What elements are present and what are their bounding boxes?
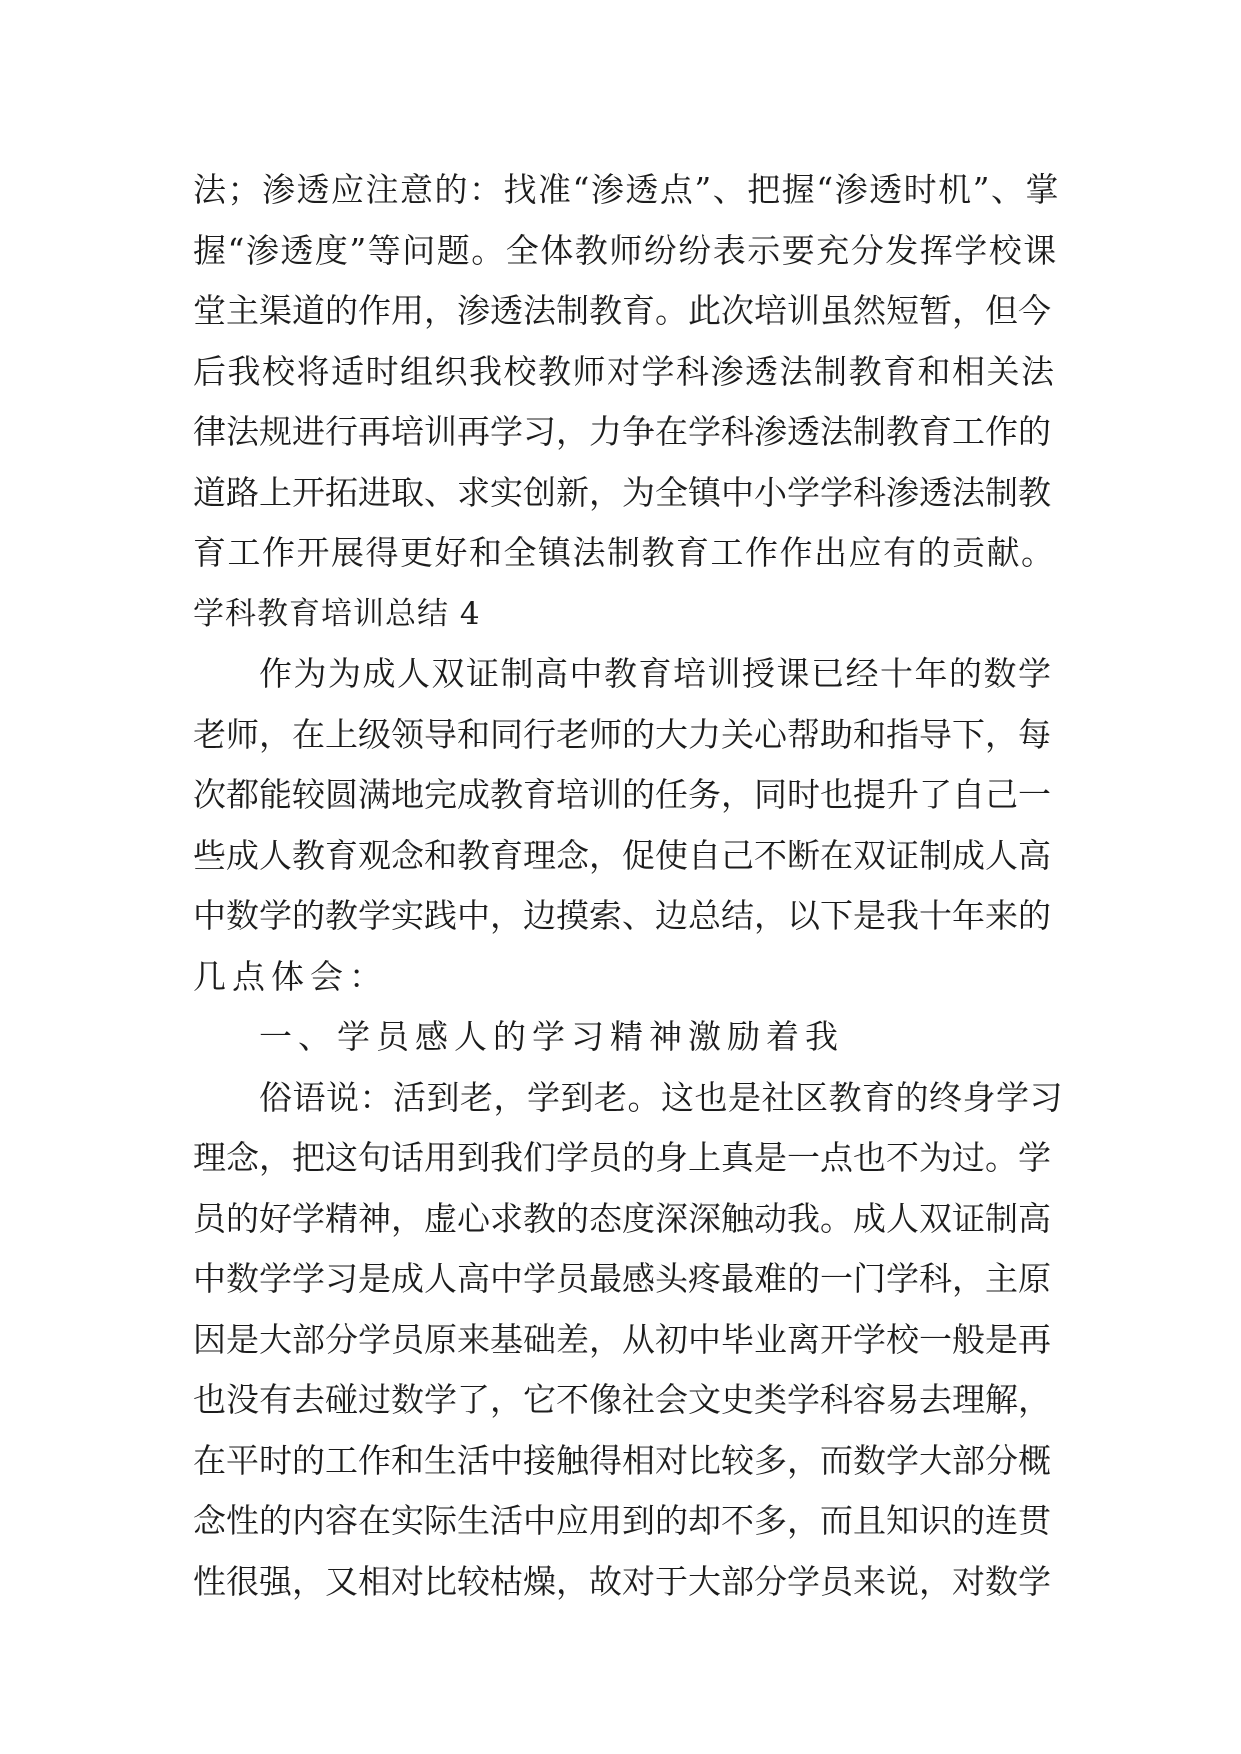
text-line: 性很强，又相对比较枯燥，故对于大部分学员来说，对数学 bbox=[193, 1561, 1051, 1601]
paragraph-first-line: 作为为成人双证制高中教育培训授课已经十年的数学 bbox=[259, 654, 1053, 693]
text-line: 育工作开展得更好和全镇法制教育工作作出应有的贡献。 bbox=[193, 533, 1056, 572]
section-title: 学科教育培训总结 4 bbox=[193, 595, 481, 632]
text-line: 律法规进行再培训再学习，力争在学科渗透法制教育工作的 bbox=[193, 412, 1051, 451]
text-line: 老师，在上级领导和同行老师的大力关心帮助和指导下，每 bbox=[193, 714, 1051, 754]
text-line: 法；渗透应注意的：找准“渗透点”、把握“渗透时机”、掌 bbox=[193, 170, 1060, 209]
text-line: 握“渗透度”等问题。全体教师纷纷表示要充分发挥学校课 bbox=[193, 230, 1058, 270]
text-line: 因是大部分学员原来基础差，从初中毕业离开学校一般是再 bbox=[193, 1319, 1051, 1359]
subheading: 一、学员感人的学习精神激励着我 bbox=[259, 1017, 844, 1056]
document-body bbox=[193, 160, 1063, 1612]
text-line: 念性的内容在实际生活中应用到的却不多，而且知识的连贯 bbox=[193, 1501, 1051, 1540]
text-line: 道路上开拓进取、求实创新，为全镇中小学学科渗透法制教 bbox=[193, 472, 1051, 512]
text-line: 员的好学精神，虚心求教的态度深深触动我。成人双证制高 bbox=[193, 1198, 1051, 1238]
text-line: 中数学学习是成人高中学员最感头疼最难的一门学科，主原 bbox=[193, 1259, 1051, 1298]
text-line: 中数学的教学实践中，边摸索、边总结，以下是我十年来的 bbox=[193, 896, 1051, 935]
text-line: 在平时的工作和生活中接触得相对比较多，而数学大部分概 bbox=[193, 1440, 1051, 1480]
text-line: 堂主渠道的作用，渗透法制教育。此次培训虽然短暂，但今 bbox=[193, 291, 1051, 330]
text-line: 次都能较圆满地完成教育培训的任务，同时也提升了自己一 bbox=[193, 775, 1051, 814]
paragraph-first-line: 俗语说：活到老，学到老。这也是社区教育的终身学习 bbox=[259, 1077, 1063, 1117]
text-line: 些成人教育观念和教育理念，促使自己不断在双证制成人高 bbox=[193, 835, 1051, 875]
text-line: 理念，把这句话用到我们学员的身上真是一点也不为过。学 bbox=[193, 1138, 1051, 1177]
text-line: 后我校将适时组织我校教师对学科渗透法制教育和相关法 bbox=[193, 351, 1056, 391]
text-line: 几点体会： bbox=[193, 956, 388, 996]
text-line: 也没有去碰过数学了，它不像社会文史类学科容易去理解， bbox=[193, 1380, 1051, 1419]
